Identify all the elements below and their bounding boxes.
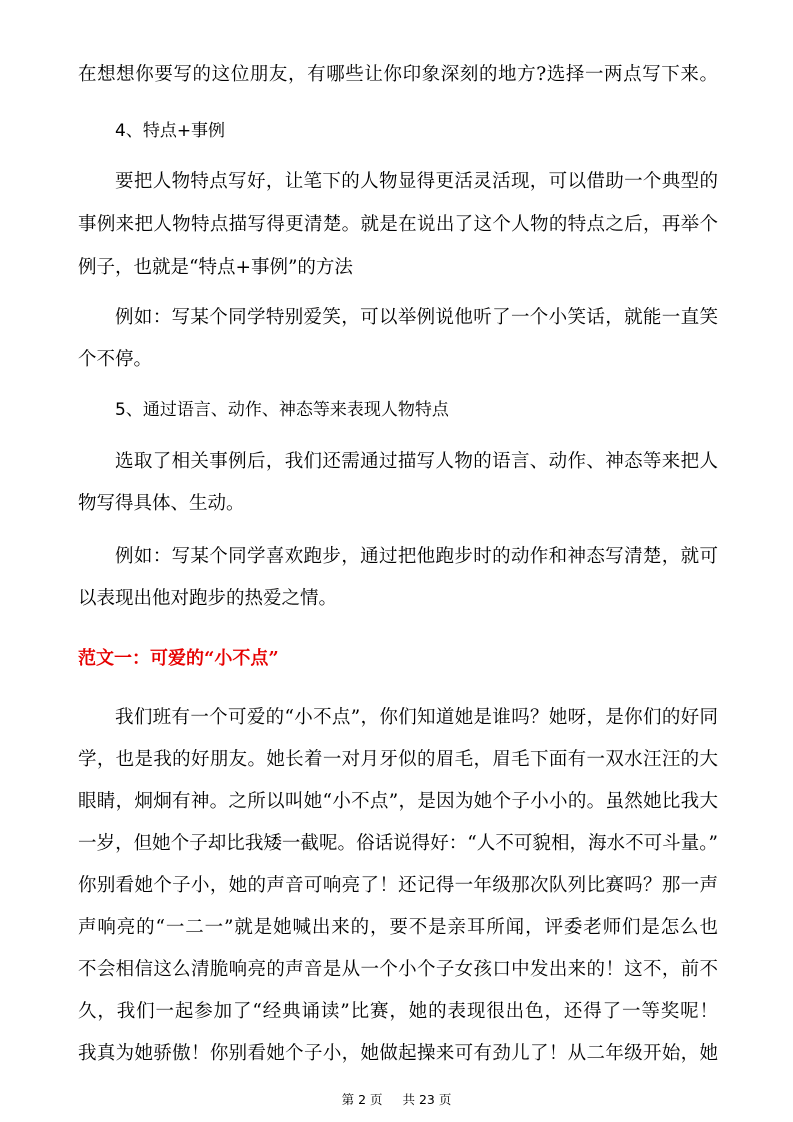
paragraph-line: 例如：写某个同学特别爱笑，可以举例说他听了一个小笑话，就能一直笑 <box>115 307 718 328</box>
section-heading: 4、特点+事例 <box>115 121 226 141</box>
page-footer <box>0 1092 793 1108</box>
paragraph-line: 一岁，但她个子却比我矮一截呢。俗话说得好：“人不可貌相，海水不可斗量。” <box>78 833 718 854</box>
paragraph-line: 例子，也就是“特点+事例”的方法 <box>78 257 353 278</box>
footer-page-number: 2 <box>358 1092 367 1107</box>
sample-essay-title: 范文一：可爱的“小不点” <box>78 648 279 669</box>
footer-total-pages: 23 <box>418 1092 435 1107</box>
paragraph-line: 不会相信这么清脆响亮的声音是从一个小个子女孩口中发出来的！这不，前不 <box>78 959 718 980</box>
paragraph-line: 以表现出他对跑步的热爱之情。 <box>78 588 338 609</box>
paragraph-line: 物写得具体、生动。 <box>78 493 245 514</box>
paragraph-line: 我们班有一个可爱的“小不点”，你们知道她是谁吗？她呀，是你们的好同 <box>115 707 718 728</box>
paragraph-line: 选取了相关事例后，我们还需通过描写人物的语言、动作、神态等来把人 <box>115 451 718 472</box>
paragraph-line: 眼睛，炯炯有神。之所以叫她“小不点”，是因为她个子小小的。虽然她比我大 <box>78 791 718 812</box>
paragraph-line: 例如：写某个同学喜欢跑步，通过把他跑步时的动作和神态写清楚，就可 <box>115 546 718 567</box>
paragraph-line: 个不停。 <box>78 349 153 370</box>
footer-prefix: 第 <box>341 1092 355 1107</box>
footer-total-prefix: 共 <box>402 1092 415 1107</box>
section-heading: 5、通过语言、动作、神态等来表现人物特点 <box>115 400 449 420</box>
paragraph-line: 声响亮的“一二一”就是她喊出来的，要不是亲耳所闻，评委老师们是怎么也 <box>78 917 718 938</box>
footer-total-unit: 页 <box>438 1092 452 1107</box>
paragraph-line: 要把人物特点写好，让笔下的人物显得更活灵活现，可以借助一个典型的 <box>115 171 718 192</box>
paragraph-line: 事例来把人物特点描写得更清楚。就是在说出了这个人物的特点之后，再举个 <box>78 214 718 235</box>
paragraph-line: 我真为她骄傲！你别看她个子小，她做起操来可有劲儿了！从二年级开始，她 <box>78 1043 718 1064</box>
paragraph-line: 学，也是我的好朋友。她长着一对月牙似的眉毛，眉毛下面有一双水汪汪的大 <box>78 749 718 770</box>
paragraph-line: 久，我们一起参加了“经典诵读”比赛，她的表现很出色，还得了一等奖呢！ <box>78 1001 718 1022</box>
paragraph-line: 在想想你要写的这位朋友，有哪些让你印象深刻的地方?选择一两点写下来。 <box>78 64 718 85</box>
footer-page-unit: 页 <box>370 1092 383 1107</box>
paragraph-line: 你别看她个子小，她的声音可响亮了！还记得一年级那次队列比赛吗？那一声 <box>78 875 718 896</box>
